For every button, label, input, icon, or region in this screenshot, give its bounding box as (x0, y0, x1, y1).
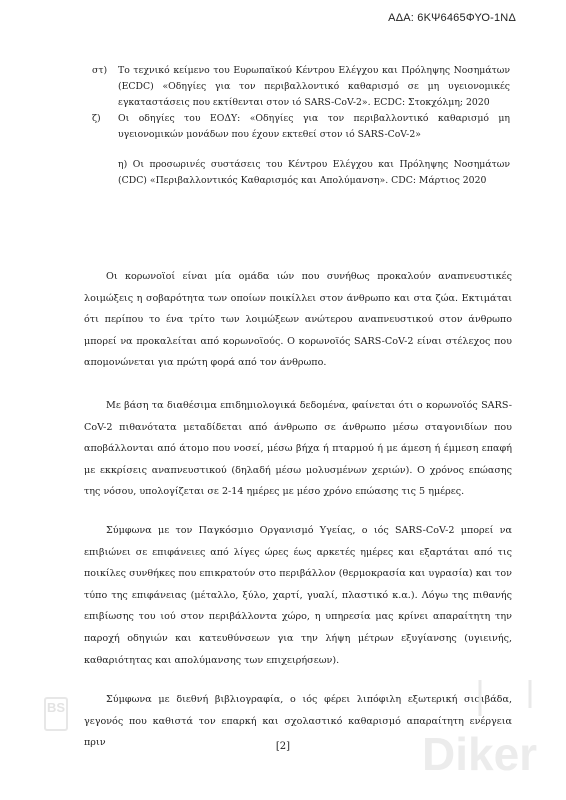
paragraph-surface-survival: Σύμφωνα με τον Παγκόσμιο Οργανισμό Υγείας, ο ιός SARS-CoV-2 μπορεί να επιβιώνει σε επιφάνειες από λίγες ώρες έως αρκετές ημέρες και εξαρτάται από τις ποικίλες συνθήκες που επικρατούν στο περιβάλλον (θερμοκρασία και υγρασία) και τον τύπο της επιφάνειας (μέταλλο, ξύλο, χαρτί, γυαλί, πλαστικό κ.α.). Λόγω της πιθανής επιβίωσης του ιού στον περιβάλλοντα χώρο, η υπηρεσία μας κρίνει απαραίτητη την παροχή οδηγιών και κατευθύνσεων για την λήψη μέτρων εξυγίανσης (υγιεινής, καθαριότητας και απολύμανσης των επιχειρήσεων). (84, 525, 512, 666)
paragraph-lipid-envelope: Σύμφωνα με διεθνή βιβλιογραφία, ο ιός φέρει λιπόφιλη εξωτερική σισιβάδα, γεγονός που καθιστά τον επαρκή και σχολαστικό καθαρισμό απαραίτητη ενέργεια πριν (84, 694, 512, 749)
reference-text: Οι οδηγίες του ΕΟΔΥ: «Οδηγίες για τον περιβαλλοντικό καθαρισμό μη υγειονομικών μονάδων που έχουν εκτεθεί στον ιό SARS-CoV-2» (118, 113, 510, 140)
diker-watermark-logo (418, 678, 558, 778)
page-number: [2] (275, 741, 291, 752)
watermark-text: BS (46, 700, 66, 715)
reference-item (92, 157, 510, 189)
reference-marker: ζ) (92, 113, 101, 124)
bs-watermark-logo (44, 697, 68, 731)
ada-code: ΑΔΑ: 6ΚΨ6465ΦΥΟ-1ΝΔ (388, 12, 516, 24)
reference-item (92, 63, 510, 111)
watermark-text: Diker (422, 728, 538, 780)
paragraph-coronaviruses: Οι κορωνοϊοί είναι μία ομάδα ιών που συνήθως προκαλούν αναπνευστικές λοιμώξεις η σοβαρότητα των οποίων ποικίλλει στον άνθρωπο και στα ζώα. Εκτιμάται ότι περίπου το ένα τρίτο των λοιμώξεων ανώτερου αναπνευστικού στον άνθρωπο μπορεί να προκαλείται από κορωνοϊούς. Ο κορωνοϊός SARS-CoV-2 είναι στέλεχος που απομονώνεται για πρώτη φορά από τον άνθρωπο. (84, 271, 512, 369)
reference-marker: στ) (92, 65, 108, 76)
reference-text: Το τεχνικό κείμενο του Ευρωπαϊκού Κέντρου Ελέγχου και Πρόληψης Νοσημάτων (ECDC) «Οδηγίες για τον περιβαλλοντικό καθαρισμό σε μη υγειονομικές εγκαταστάσεις που εκτίθενται στον ιό SARS-CoV-2». ECDC: Στοκχόλμη; 2020 (118, 65, 510, 108)
references-list (92, 63, 510, 189)
reference-text: η) Οι προσωρινές συστάσεις του Κέντρου Ελέγχου και Πρόληψης Νοσημάτων (CDC) «Περιβαλλοντικός Καθαρισμός και Απολύμανση». CDC: Μάρτιος 2020 (118, 159, 510, 186)
paragraph-transmission: Με βάση τα διαθέσιμα επιδημιολογικά δεδομένα, φαίνεται ότι ο κορωνοϊός SARS-CoV-2 πιθανότατα μεταδίδεται από άνθρωπο σε άνθρωπο μέσω σταγονιδίων που αποβάλλονται από άτομο που νοσεί, μέσω βήχα ή πταρμού ή με άμεση ή έμμεση επαφή με εκκρίσεις αναπνευστικού (δηλαδή μέσω μολυσμένων χεριών). Ο χρόνος επώασης της νόσου, υπολογίζεται σε 2-14 ημέρες με μέσο χρόνο επώασης τις 5 ημέρες. (84, 400, 512, 498)
reference-item (92, 111, 510, 143)
